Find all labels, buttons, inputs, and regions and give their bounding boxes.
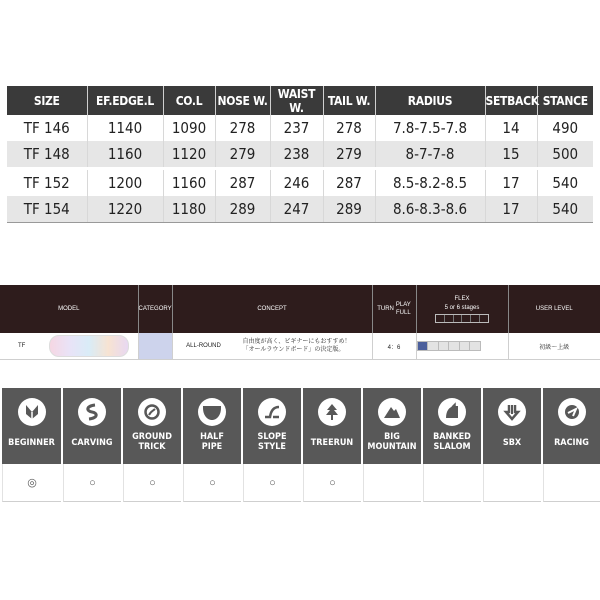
table-row (7, 169, 593, 197)
table-row (7, 115, 593, 141)
cell-effective-edge: 1160 (87, 141, 163, 169)
concept-type: ALL-ROUND (186, 343, 221, 349)
header-category: CATEGORY (138, 285, 172, 333)
ground-trick-icon (138, 398, 166, 426)
cell-effective-edge: 1220 (87, 196, 163, 223)
cell-contact-length: 1160 (163, 169, 215, 197)
header-stance: STANCE (537, 86, 593, 115)
table-row (7, 196, 593, 223)
cell-radius: 8.6-8.3-8.6 (375, 196, 485, 223)
concept-line-2: 「オールラウンドボード」の決定版。 (242, 347, 345, 353)
cell-user-level: 初級〜上級 (508, 333, 600, 360)
spec-header-row (7, 86, 593, 115)
terrain-carving (61, 388, 121, 502)
cell-radius: 7.8-7.5-7.8 (375, 115, 485, 141)
terrain-mark: ○ (243, 464, 301, 502)
terrain-racing (541, 388, 600, 502)
cell-flex (416, 333, 508, 360)
cell-waist-width: 247 (270, 196, 323, 223)
header-nose-width: NOSE W. (215, 86, 270, 115)
terrain-grid (0, 388, 600, 502)
model-name: TF (18, 343, 26, 349)
terrain-ground-trick (121, 388, 181, 502)
cell-nose-width: 289 (215, 196, 270, 223)
flex-level-segment (448, 342, 459, 350)
cell-category (138, 333, 172, 360)
terrain-label: GROUND TRICK (132, 432, 172, 452)
treerun-icon (318, 398, 346, 426)
header-turn: TURN (377, 306, 394, 312)
cell-tail-width: 289 (323, 196, 375, 223)
cell-setback: 15 (485, 141, 537, 169)
header-radius: RADIUS (375, 86, 485, 115)
cell-setback: 17 (485, 196, 537, 223)
header-flex-title: FLEX (454, 295, 470, 302)
header-concept: CONCEPT (172, 285, 372, 333)
half-pipe-icon (198, 398, 226, 426)
model-header-row (0, 285, 600, 333)
cell-contact-length: 1120 (163, 141, 215, 169)
cell-contact-length: 1180 (163, 196, 215, 223)
snowboard-graphic (49, 335, 129, 357)
terrain-beginner (0, 388, 61, 502)
cell-contact-length: 1090 (163, 115, 215, 141)
banked-slalom-icon (438, 398, 466, 426)
terrain-half-pipe (181, 388, 241, 502)
beginner-icon (18, 398, 46, 426)
terrain-slope-style (241, 388, 301, 502)
header-contact-length: CO.L (163, 86, 215, 115)
table-row (0, 333, 600, 360)
header-setback: SETBACK (485, 86, 537, 115)
cell-setback: 14 (485, 115, 537, 141)
terrain-mark (483, 464, 541, 502)
header-tail-width: TAIL W. (323, 86, 375, 115)
cell-tail-width: 279 (323, 141, 375, 169)
terrain-mark: ○ (183, 464, 241, 502)
terrain-mark (543, 464, 600, 502)
terrain-mark (423, 464, 481, 502)
header-waist-width: WAIST W. (270, 86, 323, 115)
terrain-mark (363, 464, 421, 502)
cell-waist-width: 238 (270, 141, 323, 169)
header-full: FULL (395, 310, 411, 316)
header-play: PLAY (395, 302, 411, 308)
cell-effective-edge: 1200 (87, 169, 163, 197)
cell-model (0, 333, 138, 360)
cell-tail-width: 278 (323, 115, 375, 141)
flex-level-bar (417, 341, 481, 351)
terrain-treerun (301, 388, 361, 502)
flex-level-segment (418, 342, 428, 350)
cell-play-ratio: 4：6 (372, 333, 416, 360)
terrain-label: BEGINNER (8, 438, 55, 448)
racing-icon (558, 398, 586, 426)
terrain-mark: ○ (303, 464, 361, 502)
cell-effective-edge: 1140 (87, 115, 163, 141)
terrain-label: SBX (502, 438, 522, 448)
terrain-label: CARVING (71, 438, 113, 448)
cell-stance: 500 (537, 141, 593, 169)
cell-radius: 8-7-7-8 (375, 141, 485, 169)
terrain-label: RACING (554, 438, 589, 448)
cell-setback: 17 (485, 169, 537, 197)
terrain-label: SLOPE STYLE (257, 432, 287, 452)
cell-tail-width: 287 (323, 169, 375, 197)
terrain-label: HALF PIPE (200, 432, 224, 452)
flex-level-segment (438, 342, 449, 350)
header-flex (416, 285, 508, 333)
cell-size: TF 152 (7, 169, 87, 197)
flex-level-segment (427, 342, 438, 350)
terrain-label: TREERUN (310, 438, 354, 448)
table-row (7, 141, 593, 169)
cell-radius: 8.5-8.2-8.5 (375, 169, 485, 197)
header-model: MODEL (0, 285, 138, 333)
terrain-label: BANKED SLALOM (433, 432, 471, 452)
cell-size: TF 146 (23, 119, 70, 137)
header-size: SIZE (7, 86, 87, 115)
cell-size: TF 154 (7, 196, 87, 223)
terrain-mark: ○ (123, 464, 181, 502)
terrain-mark: ◎ (2, 464, 61, 502)
cell-concept (172, 333, 372, 360)
cell-stance: 540 (537, 196, 593, 223)
terrain-banked-slalom (421, 388, 481, 502)
big-mountain-icon (378, 398, 406, 426)
cell-size: TF 148 (7, 141, 87, 169)
header-play-ratio (372, 285, 416, 333)
cell-stance: 490 (537, 115, 593, 141)
model-table (0, 285, 600, 360)
slope-style-icon (258, 398, 286, 426)
concept-line-1: 自由度が高く、ビギナーにもおすすめ！ (242, 339, 351, 345)
cell-waist-width: 246 (270, 169, 323, 197)
header-user-level: USER LEVEL (508, 285, 600, 333)
terrain-sbx (481, 388, 541, 502)
carving-icon (78, 398, 106, 426)
header-effective-edge: EF.EDGE.L (87, 86, 163, 115)
cell-waist-width: 237 (270, 115, 323, 141)
spec-table (7, 86, 593, 223)
cell-nose-width: 287 (215, 169, 270, 197)
flex-level-segment (469, 342, 480, 350)
flex-scale-icon (435, 314, 489, 323)
flex-level-segment (459, 342, 470, 350)
cell-nose-width: 279 (215, 141, 270, 169)
terrain-label: BIG MOUNTAIN (367, 432, 417, 452)
terrain-mark: ○ (63, 464, 121, 502)
header-flex-sub: 5 or 6 stages (444, 304, 480, 311)
terrain-big-mountain (361, 388, 421, 502)
cell-nose-width: 278 (215, 115, 270, 141)
cell-stance: 540 (537, 169, 593, 197)
sbx-icon (498, 398, 526, 426)
